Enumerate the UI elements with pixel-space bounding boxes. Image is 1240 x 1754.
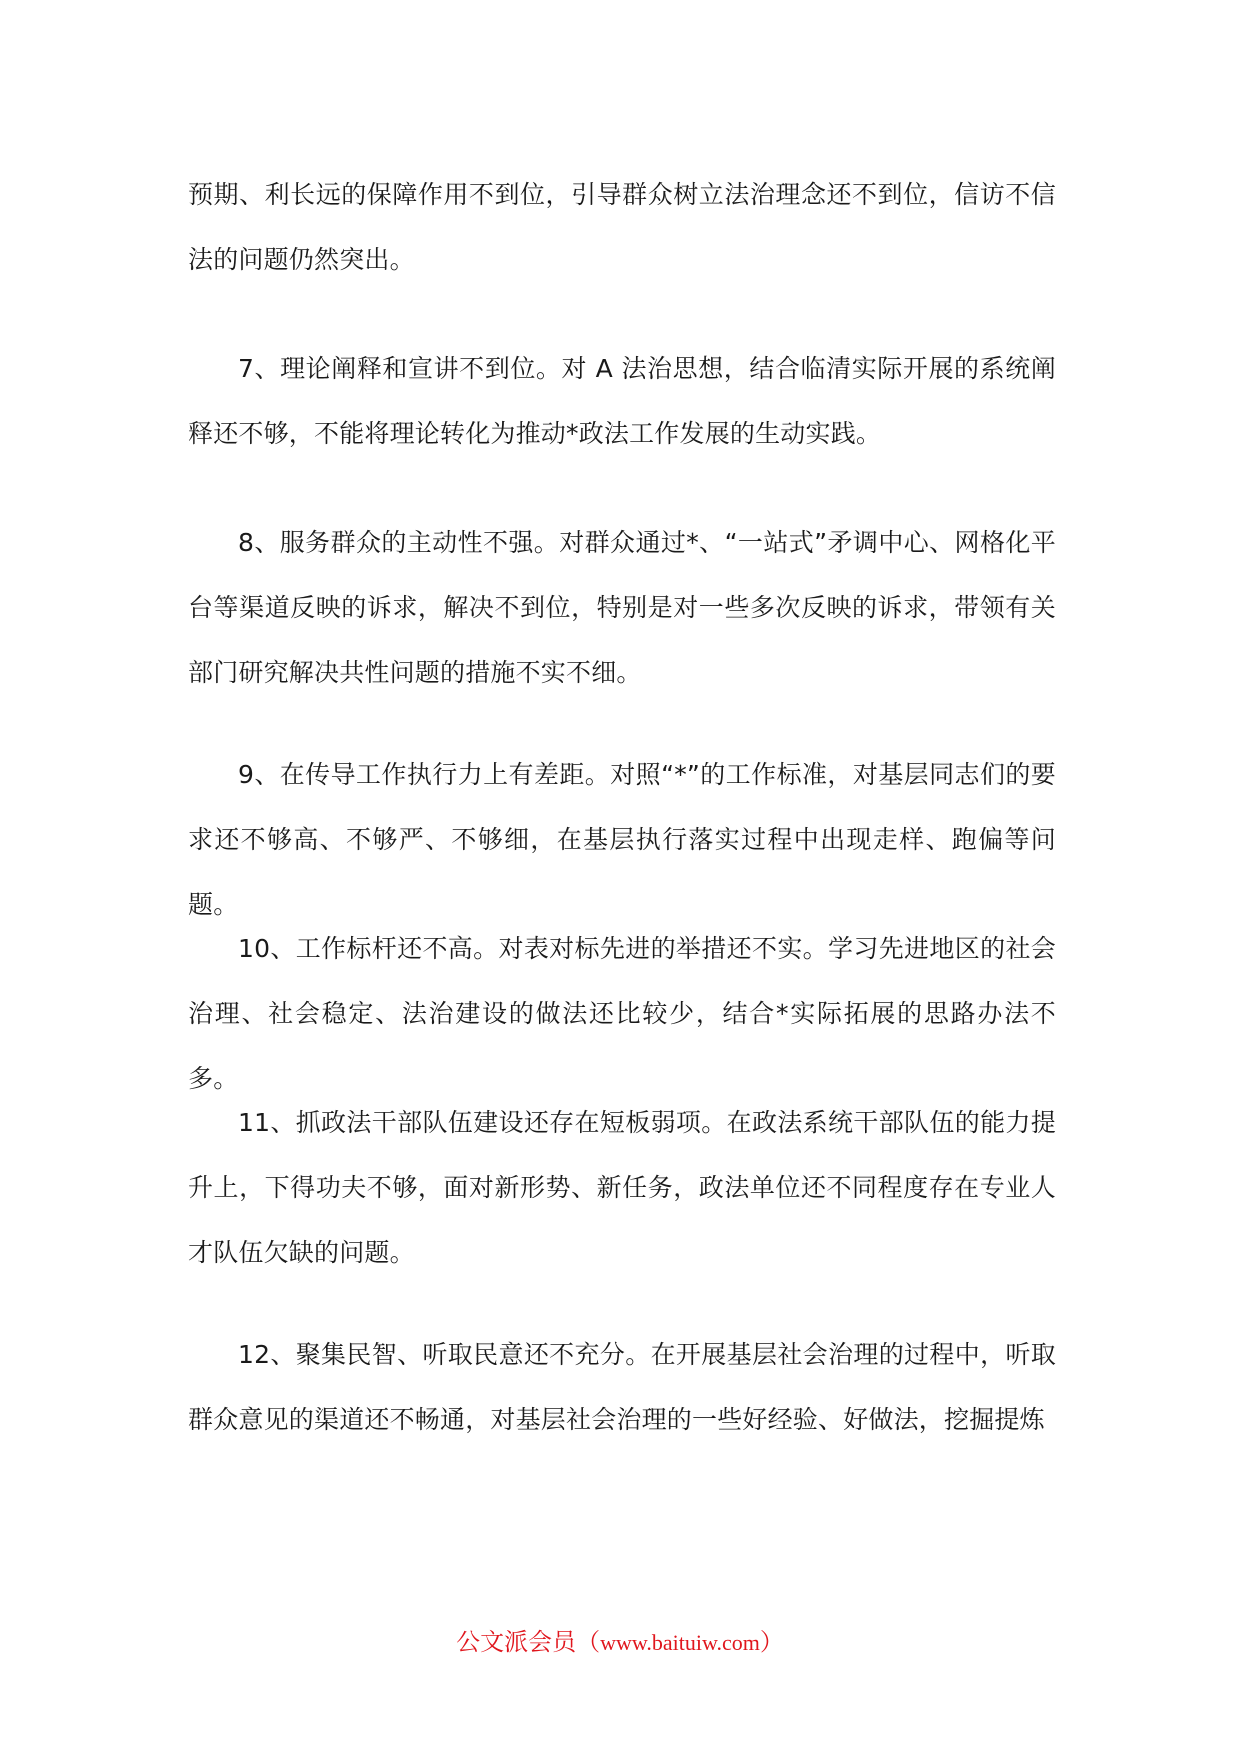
footer-watermark [0, 1622, 1240, 1663]
paragraph-item-11: 11、抓政法干部队伍建设还存在短板弱项。在政法系统干部队伍的能力提升上，下得功夫不够，面对新形势、新任务，政法单位还不同程度存在专业人才队伍欠缺的问题。 [188, 1108, 1056, 1267]
footer-open-paren: （ [576, 1628, 601, 1656]
footer-url[interactable]: www.baituiw.com [600, 1630, 760, 1655]
paragraph-item-12: 12、聚集民智、听取民意还不充分。在开展基层社会治理的过程中，听取群众意见的渠道还不畅通，对基层社会治理的一些好经验、好做法，挖掘提炼 [188, 1340, 1056, 1434]
paragraph-item-9: 9、在传导工作执行力上有差距。对照“*”的工作标准，对基层同志们的要求还不够高、不够严、不够细，在基层执行落实过程中出现走样、跑偏等问题。 [188, 760, 1056, 919]
paragraph-item-8: 8、服务群众的主动性不强。对群众通过*、“一站式”矛调中心、网格化平台等渠道反映的诉求，解决不到位，特别是对一些多次反映的诉求，带领有关部门研究解决共性问题的措施不实不细。 [188, 528, 1056, 687]
footer-close-paren: ） [759, 1628, 784, 1656]
paragraph-continuation: 预期、利长远的保障作用不到位，引导群众树立法治理念还不到位，信访不信法的问题仍然突出。 [188, 180, 1056, 274]
paragraph-item-7: 7、理论阐释和宣讲不到位。对 A 法治思想，结合临清实际开展的系统阐释还不够，不能将理论转化为推动*政法工作发展的生动实践。 [188, 354, 1056, 448]
footer-label: 公文派会员 [456, 1628, 577, 1656]
paragraph-item-10: 10、工作标杆还不高。对表对标先进的举措还不实。学习先进地区的社会治理、社会稳定、法治建设的做法还比较少，结合*实际拓展的思路办法不多。 [188, 934, 1056, 1093]
